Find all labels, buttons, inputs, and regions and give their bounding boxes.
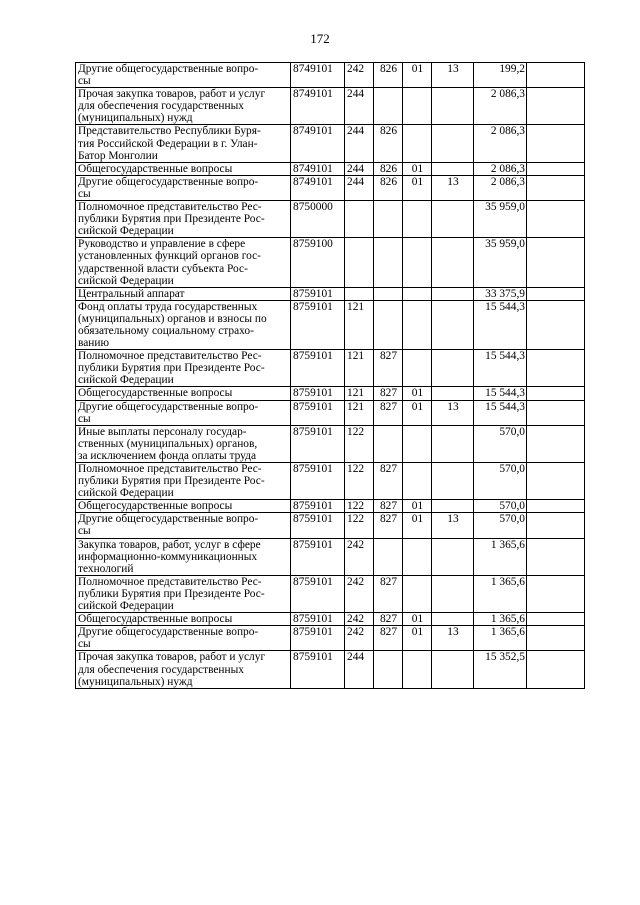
item-name-line: информационно-коммуникационных xyxy=(78,550,258,563)
item-name-line: Прочая закупка товаров, работ и услуг xyxy=(78,88,266,101)
item-name-line: установленных функций органов гос- xyxy=(78,250,261,263)
cell-item-name xyxy=(76,162,291,175)
cell-target-article: 8759101 xyxy=(291,538,345,575)
cell-item-name xyxy=(76,238,291,287)
cell-expense-type: 122 xyxy=(345,500,374,513)
cell-admin-code: 826 xyxy=(374,162,403,175)
table-row xyxy=(76,425,585,462)
table-row xyxy=(76,238,585,287)
item-name-line: публики Бурятия при Президенте Рос- xyxy=(78,475,265,488)
cell-item-name xyxy=(76,350,291,387)
table-row xyxy=(76,63,585,88)
item-name-line: (муниципальных) органов и взносы по xyxy=(78,312,267,325)
cell-empty xyxy=(527,88,585,125)
cell-section: 01 xyxy=(403,513,432,538)
cell-item-name xyxy=(76,400,291,425)
cell-admin-code xyxy=(374,425,403,462)
cell-amount: 2 086,3 xyxy=(474,88,527,125)
item-name-line: Руководство и управление в сфере xyxy=(78,238,246,251)
cell-empty xyxy=(527,400,585,425)
cell-admin-code: 827 xyxy=(374,626,403,651)
cell-target-article: 8759101 xyxy=(291,287,345,300)
cell-section: 01 xyxy=(403,400,432,425)
cell-admin-code: 827 xyxy=(374,463,403,500)
table-row xyxy=(76,387,585,400)
cell-item-name xyxy=(76,63,291,88)
cell-target-article: 8759101 xyxy=(291,425,345,462)
cell-empty xyxy=(527,63,585,88)
item-name-line: Полномочное представительство Рес- xyxy=(78,350,262,363)
table-row xyxy=(76,350,585,387)
cell-amount: 1 365,6 xyxy=(474,626,527,651)
cell-empty xyxy=(527,387,585,400)
cell-section xyxy=(403,88,432,125)
cell-section: 01 xyxy=(403,613,432,626)
cell-empty xyxy=(527,238,585,287)
cell-expense-type: 244 xyxy=(345,88,374,125)
cell-empty xyxy=(527,125,585,162)
cell-amount: 1 365,6 xyxy=(474,613,527,626)
cell-expense-type: 242 xyxy=(345,575,374,612)
cell-target-article: 8759101 xyxy=(291,400,345,425)
cell-target-article: 8759101 xyxy=(291,300,345,349)
cell-target-article: 8759101 xyxy=(291,387,345,400)
cell-subsection xyxy=(432,425,474,462)
cell-subsection xyxy=(432,538,474,575)
cell-target-article: 8759101 xyxy=(291,500,345,513)
cell-item-name xyxy=(76,651,291,688)
cell-section xyxy=(403,125,432,162)
cell-subsection xyxy=(432,201,474,238)
cell-amount: 15 544,3 xyxy=(474,300,527,349)
table-row xyxy=(76,500,585,513)
cell-admin-code xyxy=(374,300,403,349)
table-row xyxy=(76,400,585,425)
item-name-line: сийской Федерации xyxy=(78,225,174,238)
cell-amount: 15 544,3 xyxy=(474,400,527,425)
cell-subsection xyxy=(432,238,474,287)
cell-item-name xyxy=(76,575,291,612)
cell-subsection xyxy=(432,287,474,300)
cell-target-article: 8759101 xyxy=(291,350,345,387)
cell-section xyxy=(403,287,432,300)
item-name-line: Полномочное представительство Рес- xyxy=(78,463,262,475)
item-name-line: публики Бурятия при Президенте Рос- xyxy=(78,587,265,600)
cell-amount: 15 352,5 xyxy=(474,651,527,688)
cell-expense-type xyxy=(345,238,374,287)
cell-item-name xyxy=(76,387,291,400)
cell-item-name xyxy=(76,175,291,200)
item-name-line: сы xyxy=(78,638,91,651)
cell-subsection: 13 xyxy=(432,63,474,88)
item-name-line: Общегосударственные вопросы xyxy=(78,500,233,513)
cell-expense-type: 121 xyxy=(345,387,374,400)
table-row xyxy=(76,162,585,175)
cell-section xyxy=(403,238,432,287)
cell-empty xyxy=(527,300,585,349)
item-name-line: Фонд оплаты труда государственных xyxy=(78,300,258,313)
item-name-line: для обеспечения государственных xyxy=(78,663,244,676)
item-name-line: Общегосударственные вопросы xyxy=(78,387,233,400)
cell-section: 01 xyxy=(403,500,432,513)
item-name-line: публики Бурятия при Президенте Рос- xyxy=(78,213,265,226)
item-name-line: Центральный аппарат xyxy=(78,287,185,300)
cell-empty xyxy=(527,350,585,387)
item-name-line: сийской Федерации xyxy=(78,274,174,287)
cell-section xyxy=(403,575,432,612)
cell-admin-code: 826 xyxy=(374,63,403,88)
item-name-line: Представительство Республики Буря- xyxy=(78,125,261,138)
table-row xyxy=(76,463,585,500)
page-number: 172 xyxy=(310,31,330,46)
cell-section xyxy=(403,300,432,349)
cell-expense-type: 244 xyxy=(345,125,374,162)
cell-amount: 199,2 xyxy=(474,63,527,88)
cell-amount: 1 365,6 xyxy=(474,538,527,575)
cell-expense-type: 242 xyxy=(345,613,374,626)
cell-target-article: 8759101 xyxy=(291,651,345,688)
cell-expense-type: 122 xyxy=(345,463,374,500)
cell-amount: 2 086,3 xyxy=(474,162,527,175)
cell-expense-type xyxy=(345,201,374,238)
item-name-line: Другие общегосударственные вопро- xyxy=(78,626,259,639)
cell-amount: 35 959,0 xyxy=(474,238,527,287)
item-name-line: Прочая закупка товаров, работ и услуг xyxy=(78,651,266,664)
item-name-line: ственных (муниципальных) органов, xyxy=(78,437,258,450)
item-name-line: Другие общегосударственные вопро- xyxy=(78,63,259,75)
item-name-line: Общегосударственные вопросы xyxy=(78,613,233,626)
cell-item-name xyxy=(76,88,291,125)
cell-item-name xyxy=(76,538,291,575)
table-row xyxy=(76,125,585,162)
cell-expense-type: 244 xyxy=(345,651,374,688)
cell-section: 01 xyxy=(403,175,432,200)
cell-expense-type: 121 xyxy=(345,350,374,387)
cell-expense-type: 242 xyxy=(345,63,374,88)
table-row xyxy=(76,575,585,612)
cell-section xyxy=(403,425,432,462)
cell-admin-code xyxy=(374,88,403,125)
cell-section: 01 xyxy=(403,626,432,651)
cell-admin-code: 826 xyxy=(374,175,403,200)
item-name-line: Общегосударственные вопросы xyxy=(78,162,233,175)
cell-empty xyxy=(527,513,585,538)
item-name-line: (муниципальных) нужд xyxy=(78,675,193,688)
cell-expense-type: 122 xyxy=(345,513,374,538)
cell-item-name xyxy=(76,463,291,500)
item-name-line: Иные выплаты персоналу государ- xyxy=(78,425,247,438)
cell-expense-type: 242 xyxy=(345,626,374,651)
cell-amount: 570,0 xyxy=(474,425,527,462)
cell-admin-code: 827 xyxy=(374,575,403,612)
cell-admin-code: 826 xyxy=(374,125,403,162)
cell-target-article: 8759101 xyxy=(291,513,345,538)
cell-empty xyxy=(527,425,585,462)
item-name-line: Другие общегосударственные вопро- xyxy=(78,175,259,188)
item-name-line: ванию xyxy=(78,337,109,350)
cell-empty xyxy=(527,538,585,575)
cell-amount: 1 365,6 xyxy=(474,575,527,612)
cell-item-name xyxy=(76,201,291,238)
item-name-line: сийской Федерации xyxy=(78,487,174,500)
cell-section xyxy=(403,538,432,575)
cell-subsection xyxy=(432,651,474,688)
cell-admin-code: 827 xyxy=(374,400,403,425)
item-name-line: Закупка товаров, работ, услуг в сфере xyxy=(78,538,261,551)
cell-target-article: 8759101 xyxy=(291,575,345,612)
cell-target-article: 8749101 xyxy=(291,88,345,125)
item-name-line: Другие общегосударственные вопро- xyxy=(78,513,259,526)
cell-admin-code: 827 xyxy=(374,350,403,387)
cell-subsection xyxy=(432,162,474,175)
cell-section: 01 xyxy=(403,162,432,175)
cell-subsection xyxy=(432,88,474,125)
cell-expense-type: 122 xyxy=(345,425,374,462)
cell-amount: 2 086,3 xyxy=(474,175,527,200)
item-name-line: (муниципальных) нужд xyxy=(78,112,193,125)
table-row xyxy=(76,300,585,349)
cell-section xyxy=(403,201,432,238)
cell-item-name xyxy=(76,287,291,300)
cell-amount: 35 959,0 xyxy=(474,201,527,238)
table-row xyxy=(76,538,585,575)
table-row xyxy=(76,201,585,238)
cell-empty xyxy=(527,575,585,612)
cell-target-article: 8749101 xyxy=(291,63,345,88)
cell-amount: 2 086,3 xyxy=(474,125,527,162)
cell-expense-type: 244 xyxy=(345,175,374,200)
cell-subsection xyxy=(432,125,474,162)
cell-amount: 15 544,3 xyxy=(474,350,527,387)
cell-empty xyxy=(527,175,585,200)
cell-admin-code: 827 xyxy=(374,513,403,538)
cell-target-article: 8759101 xyxy=(291,613,345,626)
cell-expense-type: 121 xyxy=(345,300,374,349)
item-name-line: тия Российской Федерации в г. Улан- xyxy=(78,137,258,150)
item-name-line: сы xyxy=(78,525,91,538)
cell-expense-type: 244 xyxy=(345,162,374,175)
cell-subsection: 13 xyxy=(432,175,474,200)
cell-amount: 15 544,3 xyxy=(474,387,527,400)
budget-table xyxy=(75,62,585,689)
cell-admin-code: 827 xyxy=(374,387,403,400)
item-name-line: сийской Федерации xyxy=(78,374,174,387)
cell-subsection xyxy=(432,350,474,387)
cell-admin-code xyxy=(374,651,403,688)
cell-admin-code xyxy=(374,538,403,575)
cell-admin-code: 827 xyxy=(374,500,403,513)
cell-subsection xyxy=(432,387,474,400)
cell-item-name xyxy=(76,125,291,162)
cell-amount: 570,0 xyxy=(474,500,527,513)
cell-empty xyxy=(527,613,585,626)
cell-subsection xyxy=(432,500,474,513)
item-name-line: Полномочное представительство Рес- xyxy=(78,201,262,214)
cell-admin-code xyxy=(374,287,403,300)
cell-expense-type xyxy=(345,287,374,300)
cell-subsection xyxy=(432,613,474,626)
cell-empty xyxy=(527,287,585,300)
item-name-line: сы xyxy=(78,187,91,200)
cell-empty xyxy=(527,463,585,500)
cell-amount: 33 375,9 xyxy=(474,287,527,300)
budget-table-body xyxy=(76,63,585,689)
cell-expense-type: 121 xyxy=(345,400,374,425)
table-row xyxy=(76,287,585,300)
cell-section xyxy=(403,651,432,688)
item-name-line: Другие общегосударственные вопро- xyxy=(78,400,259,413)
cell-item-name xyxy=(76,626,291,651)
cell-item-name xyxy=(76,513,291,538)
item-name-line: обязательному социальному страхо- xyxy=(78,324,254,337)
cell-item-name xyxy=(76,425,291,462)
cell-empty xyxy=(527,162,585,175)
cell-item-name xyxy=(76,613,291,626)
cell-subsection: 13 xyxy=(432,626,474,651)
table-row xyxy=(76,513,585,538)
item-name-line: Полномочное представительство Рес- xyxy=(78,575,262,588)
cell-subsection xyxy=(432,575,474,612)
item-name-line: публики Бурятия при Президенте Рос- xyxy=(78,362,265,375)
cell-admin-code xyxy=(374,238,403,287)
cell-target-article: 8749101 xyxy=(291,162,345,175)
item-name-line: для обеспечения государственных xyxy=(78,100,244,113)
item-name-line: за исключением фонда оплаты труда xyxy=(78,449,257,462)
cell-target-article: 8759101 xyxy=(291,626,345,651)
cell-admin-code xyxy=(374,201,403,238)
cell-target-article: 8749101 xyxy=(291,125,345,162)
cell-section: 01 xyxy=(403,387,432,400)
table-row xyxy=(76,88,585,125)
cell-subsection xyxy=(432,300,474,349)
cell-section: 01 xyxy=(403,63,432,88)
cell-target-article: 8750000 xyxy=(291,201,345,238)
cell-empty xyxy=(527,651,585,688)
item-name-line: ударственной власти субъекта Рос- xyxy=(78,262,248,275)
cell-target-article: 8759100 xyxy=(291,238,345,287)
cell-empty xyxy=(527,500,585,513)
item-name-line: Батор Монголии xyxy=(78,149,158,162)
cell-section xyxy=(403,463,432,500)
item-name-line: сы xyxy=(78,75,91,88)
table-row xyxy=(76,651,585,688)
cell-amount: 570,0 xyxy=(474,463,527,500)
item-name-line: сы xyxy=(78,412,91,425)
cell-subsection: 13 xyxy=(432,400,474,425)
cell-item-name xyxy=(76,500,291,513)
item-name-line: сийской Федерации xyxy=(78,600,174,613)
cell-admin-code: 827 xyxy=(374,613,403,626)
cell-amount: 570,0 xyxy=(474,513,527,538)
cell-target-article: 8749101 xyxy=(291,175,345,200)
cell-section xyxy=(403,350,432,387)
cell-subsection: 13 xyxy=(432,513,474,538)
cell-empty xyxy=(527,626,585,651)
cell-subsection xyxy=(432,463,474,500)
cell-item-name xyxy=(76,300,291,349)
cell-empty xyxy=(527,201,585,238)
table-row xyxy=(76,613,585,626)
table-row xyxy=(76,626,585,651)
item-name-line: технологий xyxy=(78,562,134,575)
cell-target-article: 8759101 xyxy=(291,463,345,500)
cell-expense-type: 242 xyxy=(345,538,374,575)
table-row xyxy=(76,175,585,200)
